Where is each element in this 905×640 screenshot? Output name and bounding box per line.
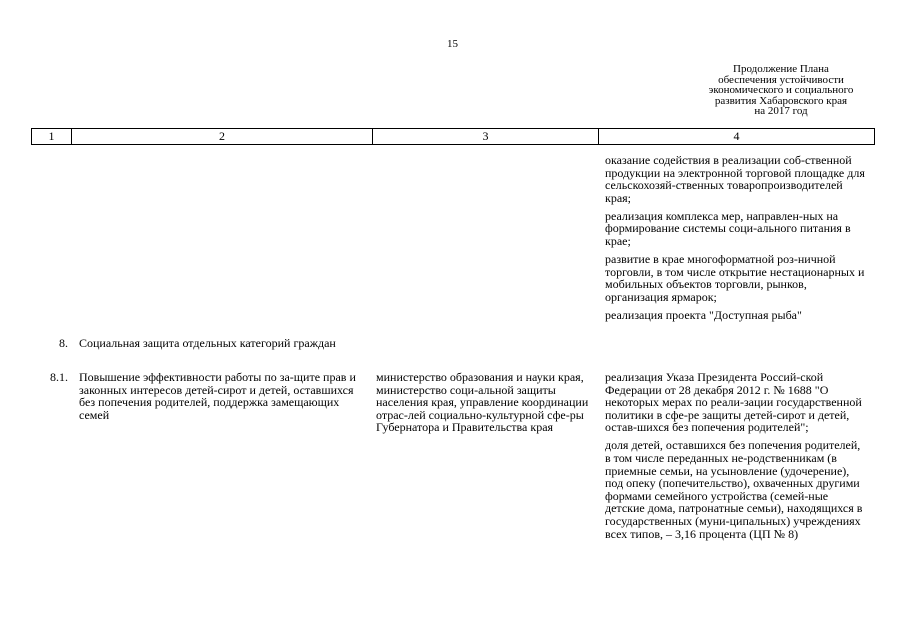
measure-item: реализация Указа Президента Россий-ской Федерации от 28 декабря 2012 г. № 1688 "О некоторых мерах по реали-зации государственной политики в сфе-ре защиты детей-сирот и детей, остав-шихся без попечения родителей";: [605, 370, 862, 435]
section-number: 8.: [59, 336, 68, 350]
row-executors: министерство образования и науки края, министерство соци-альной защиты населения края, управление координации отрас-лей социально-культурной сфе-ры Губернатора и Правительства края: [376, 370, 589, 435]
continuation-line: обеспечения устойчивости: [718, 73, 844, 86]
section-title: Социальная защита отдельных категорий граждан: [79, 336, 336, 350]
column-header-3: 3: [372, 128, 599, 145]
continuation-line: развития Хабаровского края: [714, 94, 848, 107]
measure-item: развитие в крае многоформатной роз-ничной торговли, в том числе открытие нестационарных и мобильных объектов торговли, рынков, организация ярмарок;: [605, 252, 865, 304]
measure-item: доля детей, оставшихся без попечения родителей, в том числе переданных не-родственникам (в приемные семьи, на усыновление (удочерение), под опеку (попечительство), охваченных другими формами семейного устройства (семей-ные детские дома, патронатные семьи), находящихся в государственных (муни-ципальных) учреждениях всех типов, – 3,16 процента (ЦП № 8): [605, 438, 863, 541]
continued-measures-cell: [605, 154, 867, 327]
column-header-2: 2: [71, 128, 373, 145]
continuation-note: [690, 64, 872, 117]
continuation-line: экономического и социального: [708, 84, 854, 96]
measure-item: реализация проекта "Доступная рыба": [605, 308, 802, 323]
continuation-line: Продолжение Плана: [733, 63, 829, 75]
measure-item: оказание содействия в реализации соб-ственной продукции на электронной торговой площадке для сельскохозяй-ственных товаропроизводителей края;: [605, 153, 865, 205]
page-number: 15: [447, 38, 458, 50]
continuation-line: на 2017 год: [754, 105, 808, 117]
measure-item: реализация комплекса мер, направлен-ных на формирование системы соци-ального питания в крае;: [605, 208, 851, 249]
column-header-4: 4: [598, 128, 875, 145]
row-task: Повышение эффективности работы по за-щите прав и законных интересов детей-сирот и детей, оставшихся без попечения родителей, поддержка замещающих семей: [79, 370, 356, 422]
column-header-1: 1: [31, 128, 72, 145]
row-measures-cell: [605, 371, 867, 546]
row-number: 8.1.: [50, 370, 68, 384]
